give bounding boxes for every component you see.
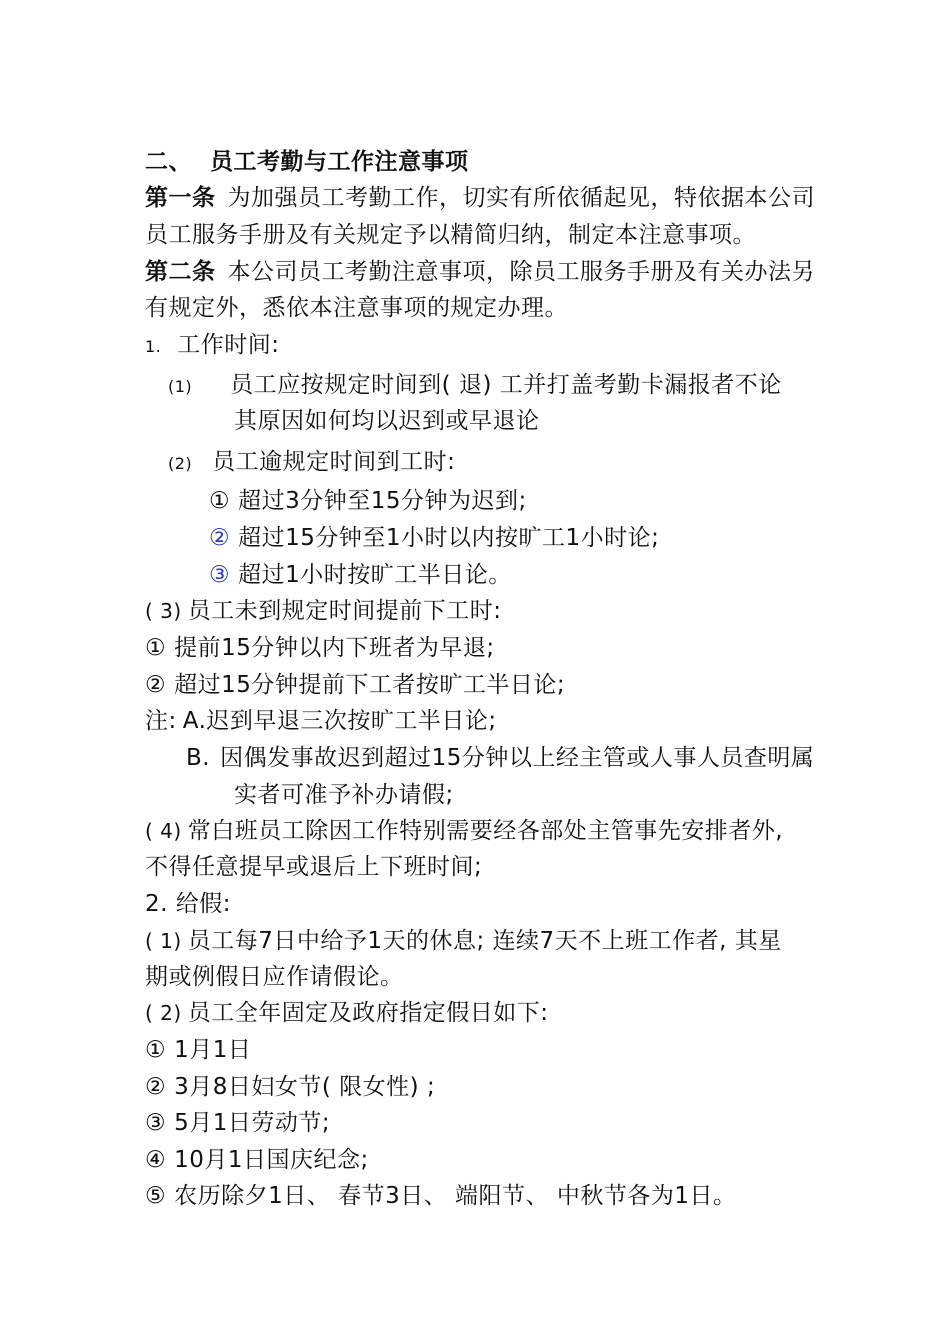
heading-number: 二、	[145, 149, 192, 175]
article-1-line-2: 员工服务手册及有关规定予以精简归纳，制定本注意事项。	[145, 222, 756, 248]
late-rule-2-marker: ②	[209, 525, 231, 551]
section-1-label: 工作时间:	[177, 332, 280, 358]
holiday-3-text: 5月1日劳动节;	[174, 1110, 331, 1136]
late-rule-1-marker: ①	[209, 488, 231, 514]
item-2-1-line-2: 期或例假日应作请假论。	[145, 964, 404, 990]
holiday-4	[145, 1145, 369, 1175]
item-2-1-text: 员工每7日中给予1天的休息; 连续7天不上班工作者, 其星	[187, 928, 782, 954]
late-rule-2	[209, 523, 659, 553]
article-2-line-1	[145, 257, 815, 287]
early-rule-2	[145, 670, 565, 700]
item-2-2-title	[145, 998, 548, 1028]
item-1-4-number: ( 4)	[145, 819, 182, 843]
item-2-2-text: 员工全年固定及政府指定假日如下:	[187, 1000, 549, 1026]
late-rule-3-text: 超过1小时按旷工半日论。	[238, 562, 512, 588]
holiday-4-text: 10月1日国庆纪念;	[174, 1147, 369, 1173]
late-rule-2-text: 超过15分钟至1小时以内按旷工1小时论;	[238, 525, 660, 551]
early-rule-1	[145, 633, 495, 663]
early-rule-2-text: 超过15分钟提前下工者按旷工半日论;	[174, 672, 566, 698]
late-rule-1	[209, 486, 527, 516]
heading-title: 员工考勤与工作注意事项	[210, 149, 469, 175]
holiday-1-marker: ①	[145, 1037, 167, 1063]
article-1-label: 第一条	[145, 185, 216, 211]
early-rule-1-marker: ①	[145, 635, 167, 661]
note-b-line-1	[186, 743, 814, 773]
item-1-1-line-2: 其原因如何均以迟到或早退论	[234, 408, 540, 434]
note-b-label: B.	[186, 745, 211, 771]
holiday-5-marker: ⑤	[145, 1183, 167, 1209]
item-1-3-text: 员工未到规定时间提前下工时:	[187, 598, 502, 624]
holiday-1-text: 1月1日	[174, 1037, 252, 1063]
holiday-2-marker: ②	[145, 1074, 167, 1100]
holiday-4-marker: ④	[145, 1147, 167, 1173]
article-1-line-1	[145, 183, 815, 213]
section-1-title	[145, 330, 280, 362]
item-1-1-text: 员工应按规定时间到( 退) 工并打盖考勤卡漏报者不论	[230, 372, 782, 398]
item-2-1-number: ( 1)	[145, 929, 182, 953]
holiday-5-text: 农历除夕1日、 春节3日、 端阳节、 中秋节各为1日。	[174, 1183, 737, 1209]
holiday-2-text: 3月8日妇女节( 限女性) ;	[174, 1074, 436, 1100]
note-a-text: A.迟到早退三次按旷工半日论;	[182, 708, 497, 734]
holiday-3-marker: ③	[145, 1110, 167, 1136]
note-b-text: 因偶发事故迟到超过15分钟以上经主管或人事人员查明属	[220, 745, 815, 771]
item-2-1-line-1	[145, 926, 782, 956]
item-2-2-number: ( 2)	[145, 1001, 182, 1025]
section-1-number: 1.	[145, 337, 162, 356]
section-heading	[145, 147, 469, 177]
late-rule-3	[209, 560, 512, 590]
item-1-4-line-2: 不得任意提早或退后上下班时间;	[145, 854, 483, 880]
item-1-4-line-1	[145, 816, 783, 846]
item-1-2-title	[168, 447, 455, 479]
item-1-2-number: (2)	[168, 454, 193, 473]
note-a	[145, 706, 497, 736]
late-rule-1-text: 超过3分钟至15分钟为迟到;	[238, 488, 527, 514]
article-2-label: 第二条	[145, 259, 216, 285]
holiday-3	[145, 1108, 330, 1138]
holiday-2	[145, 1072, 435, 1102]
section-2-title: 2. 给假:	[145, 891, 232, 917]
item-1-4-text: 常白班员工除因工作特别需要经各部处主管事先安排者外,	[187, 818, 783, 844]
holiday-1	[145, 1035, 251, 1065]
item-1-3-number: ( 3)	[145, 599, 182, 623]
item-1-3-title	[145, 596, 501, 626]
article-2-line-2: 有规定外，悉依本注意事项的规定办理。	[145, 295, 568, 321]
article-1-text: 为加强员工考勤工作，切实有所依循起见，特依据本公司	[227, 185, 815, 211]
note-b-line-2: 实者可准予补办请假;	[234, 782, 454, 808]
item-1-1-number: (1)	[168, 377, 193, 396]
late-rule-3-marker: ③	[209, 562, 231, 588]
item-1-2-text: 员工逾规定时间到工时:	[212, 449, 456, 475]
early-rule-1-text: 提前15分钟以内下班者为早退;	[174, 635, 495, 661]
holiday-5	[145, 1181, 736, 1211]
early-rule-2-marker: ②	[145, 672, 167, 698]
item-1-1-line-1	[168, 370, 782, 402]
note-label: 注:	[145, 708, 177, 734]
article-2-text: 本公司员工考勤注意事项，除员工服务手册及有关办法另	[227, 259, 815, 285]
